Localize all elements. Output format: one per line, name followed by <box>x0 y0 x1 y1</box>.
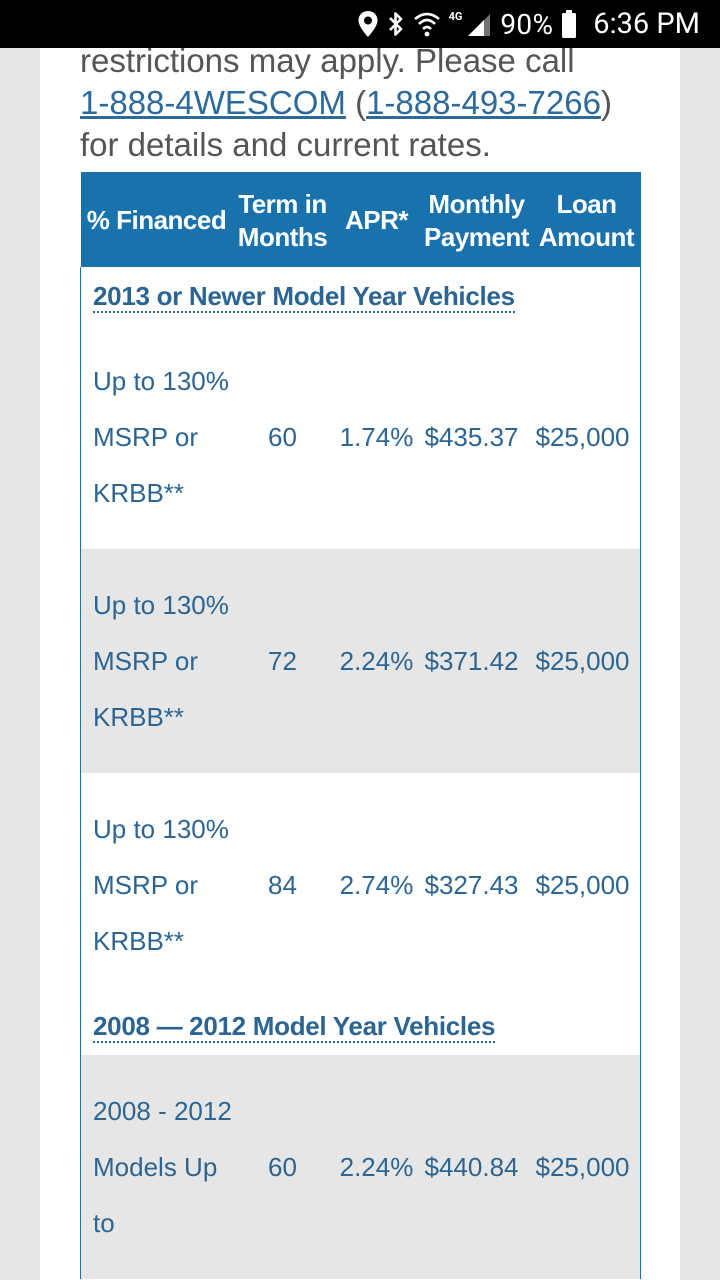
cell-payment: $440.84 <box>421 1055 533 1279</box>
status-bar <box>0 0 720 48</box>
content-card <box>40 48 680 1280</box>
table-header-row <box>81 173 641 267</box>
battery-percent: 90% <box>500 7 554 41</box>
header-term: Term in Months <box>233 173 333 267</box>
cell-payment: $327.43 <box>421 773 533 997</box>
paren-open: ( <box>345 84 367 121</box>
table-row <box>81 773 641 997</box>
cell-amount: $25,000 <box>533 773 641 997</box>
cell-payment: $435.37 <box>421 325 533 549</box>
section-row <box>81 997 641 1055</box>
section-title[interactable]: 2013 or Newer Model Year Vehicles <box>93 280 515 311</box>
cell-amount: $25,000 <box>533 1055 641 1279</box>
phone-link-vanity[interactable]: 1-888-4WESCOM <box>80 84 346 121</box>
paren-close: ) <box>600 84 612 121</box>
intro-line-3: for details and current rates. <box>80 126 491 163</box>
wifi-icon <box>413 10 441 38</box>
cell-financed: 2008 - 2012 Models Up to <box>81 1055 233 1279</box>
section-title[interactable]: 2008 — 2012 Model Year Vehicles <box>93 1010 496 1041</box>
header-apr: APR* <box>333 173 421 267</box>
phone-link-numeric[interactable]: 1-888-493-7266 <box>366 84 601 121</box>
cell-financed: Up to 130% MSRP or KRBB** <box>81 549 233 773</box>
signal-icon <box>466 10 492 38</box>
rate-table <box>80 172 641 1279</box>
location-icon <box>357 10 379 38</box>
table-row <box>81 1055 641 1279</box>
cell-term: 84 <box>233 773 333 997</box>
cell-apr: 2.24% <box>333 549 421 773</box>
cell-financed: Up to 130% MSRP or KRBB** <box>81 773 233 997</box>
intro-paragraph <box>80 48 640 166</box>
table-row <box>81 549 641 773</box>
section-cell <box>81 267 641 325</box>
status-icons <box>357 0 700 48</box>
network-type-label: 4G <box>448 9 463 23</box>
cell-apr: 2.74% <box>333 773 421 997</box>
intro-line-1: restrictions may apply. Please call <box>80 48 575 79</box>
section-cell <box>81 997 641 1055</box>
cell-apr: 1.74% <box>333 325 421 549</box>
cell-financed: Up to 130% MSRP or KRBB** <box>81 325 233 549</box>
battery-icon <box>561 9 577 39</box>
cell-amount: $25,000 <box>533 325 641 549</box>
bluetooth-icon <box>387 10 405 38</box>
header-payment: Monthly Payment <box>421 173 533 267</box>
cell-term: 60 <box>233 1055 333 1279</box>
table-row <box>81 325 641 549</box>
clock: 6:36 PM <box>593 7 700 41</box>
header-financed: % Financed <box>81 173 233 267</box>
section-row <box>81 267 641 325</box>
cell-term: 60 <box>233 325 333 549</box>
cell-payment: $371.42 <box>421 549 533 773</box>
cell-apr: 2.24% <box>333 1055 421 1279</box>
cell-amount: $25,000 <box>533 549 641 773</box>
header-amount: Loan Amount <box>533 173 641 267</box>
cell-term: 72 <box>233 549 333 773</box>
